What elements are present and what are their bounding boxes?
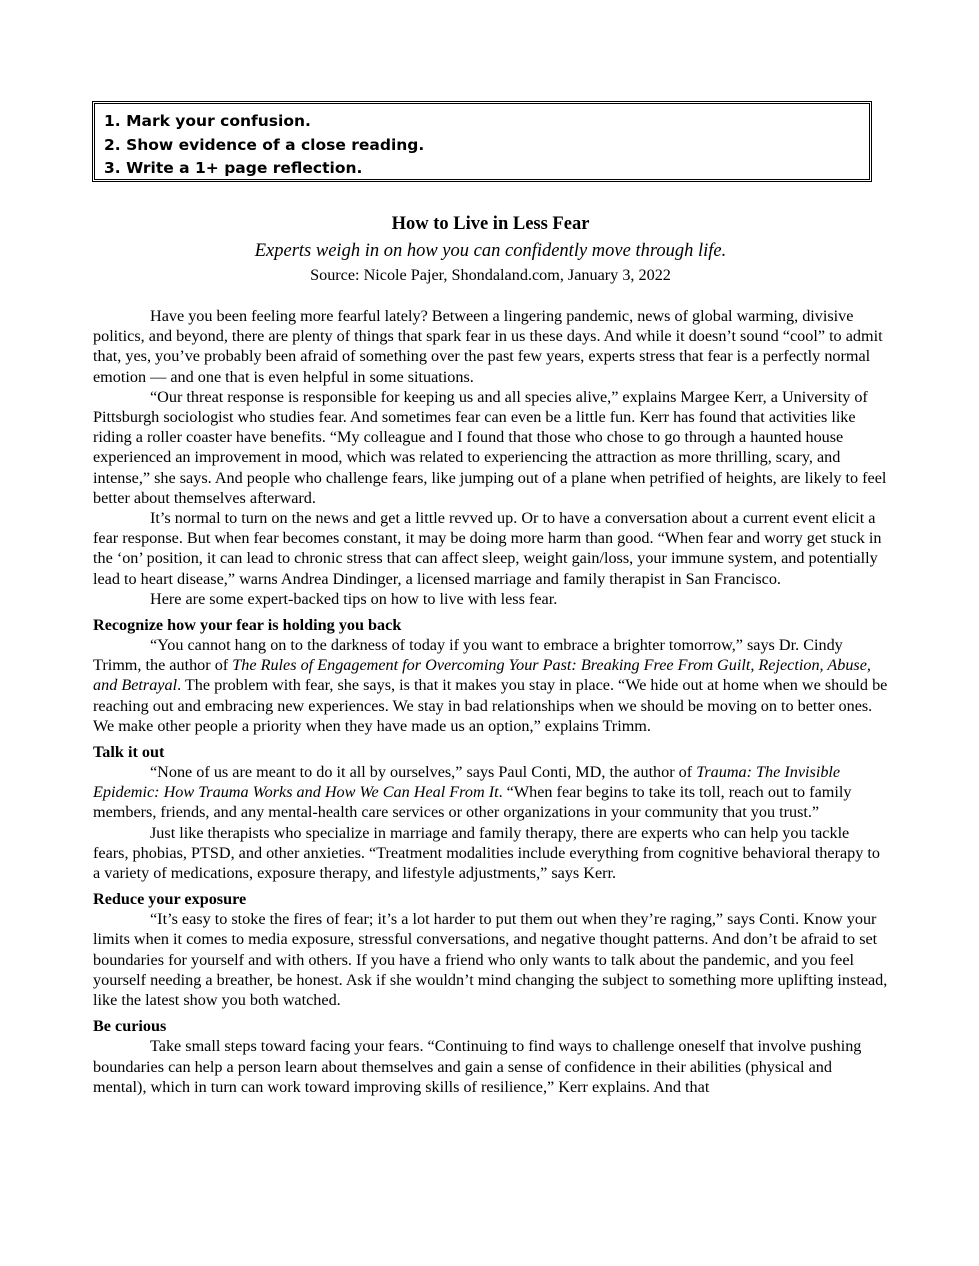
book-title: The Rules of Engagement for Overcoming Your Past: Breaking Free From Guilt, Rejection, Abuse, and Betrayal	[93, 656, 871, 695]
paragraph	[93, 762, 888, 823]
article-title: How to Live in Less Fear	[391, 214, 590, 234]
instruction-item: 2. Show evidence of a close reading.	[104, 135, 425, 154]
text-run: “None of us are meant to do it all by ourselves,” says Paul Conti, MD, the author of	[150, 763, 697, 782]
paragraph: Just like therapists who specialize in marriage and family therapy, there are experts who can help you tackle fears, phobias, PTSD, and other anxieties. “Treatment modalities include everything from cognitive behavioral therapy to a variety of medications, exposure therapy, and lifestyle adjustments,” says Kerr.	[93, 823, 880, 883]
paragraph: “It’s easy to stoke the fires of fear; it’s a lot harder to put them out when they’re raging,” says Conti. Know your limits when it comes to media exposure, stressful conversations, and negative thought patterns. And don’t be afraid to set boundaries for yourself and with others. If you have a friend who only wants to talk about the pandemic, and you feel yourself needing a breather, be honest. Ask if she wouldn’t mind changing the subject to something more uplifting instead, like the latest show you both watched.	[93, 910, 888, 1010]
instruction-item: 3. Write a 1+ page reflection.	[104, 159, 363, 177]
paragraph: It’s normal to turn on the news and get a little revved up. Or to have a conversation about a current event elicit a fear response. But when fear becomes constant, it may be doing more harm than good. “When fear and worry get stuck in the ‘on’ position, it can lead to chronic stress that can affect sleep, weight gain/loss, your immune system, and potentially lead to heart disease,” warns Andrea Dindinger, a licensed marriage and family therapist in San Francisco.	[93, 509, 882, 588]
paragraph: Have you been feeling more fearful lately? Between a lingering pandemic, news of global warming, divisive politics, and beyond, there are plenty of things that spark fear in us these days. And while it doesn’t sound “cool” to admit that, yes, you’ve probably been afraid of something over the past few years, experts stress that fear is a perfectly normal emotion — and one that is even helpful in some situations.	[93, 307, 883, 386]
instruction-item: 1. Mark your confusion.	[104, 112, 311, 130]
article-subtitle: Experts weigh in on how you can confidently move through life.	[254, 241, 727, 261]
section-heading: Recognize how your fear is holding you back	[93, 616, 402, 635]
text-run: . “When fear begins to take its toll, reach out to family members, friends, and any mental-health care services or other organizations in your community that you trust.”	[93, 783, 852, 822]
section-heading: Reduce your exposure	[93, 890, 247, 909]
text-run: . The problem with fear, she says, is that it makes you stay in place. “We hide out at home when we should be reaching out and embracing new experiences. We stay in bad relationships when we should be moving on to better ones. We make other people a priority when they have made us an option,” explains Trimm.	[93, 676, 888, 735]
section-heading: Be curious	[93, 1017, 167, 1036]
section-heading: Talk it out	[93, 743, 165, 762]
paragraph: “Our threat response is responsible for keeping us and all species alive,” explains Margee Kerr, a University of Pittsburgh sociologist who studies fear. And sometimes fear can even be a little fun. Kerr has found that activities like riding a roller coaster have benefits. “My colleague and I found that those who chose to go through a haunted house experienced an improvement in mood, which was related to experiencing the attraction as more thrilling, scary, and intense,” she says. And people who challenge fears, like jumping out of a plane when petrified of heights, are likely to feel better about themselves afterward.	[93, 387, 887, 507]
paragraph: Here are some expert-backed tips on how to live with less fear.	[150, 589, 558, 608]
instructions-box	[92, 101, 872, 182]
paragraph: Take small steps toward facing your fears. “Continuing to find ways to challenge oneself that involve pushing boundaries can help a person learn about themselves and gain a sense of confidence in their abilities (physical and mental), which in turn can work toward improving skills of resilience,” Kerr explains. And that	[93, 1037, 862, 1096]
article-source: Source: Nicole Pajer, Shondaland.com, January 3, 2022	[310, 266, 671, 284]
paragraph	[93, 635, 888, 736]
text-run: “You cannot hang on to the darkness of today if you want to embrace a brighter tomorrow,” says Dr. Cindy Trimm, the author of	[93, 636, 843, 675]
article	[93, 212, 888, 1097]
book-title: Trauma: The Invisible Epidemic: How Trauma Works and How We Can Heal From It	[93, 763, 841, 802]
